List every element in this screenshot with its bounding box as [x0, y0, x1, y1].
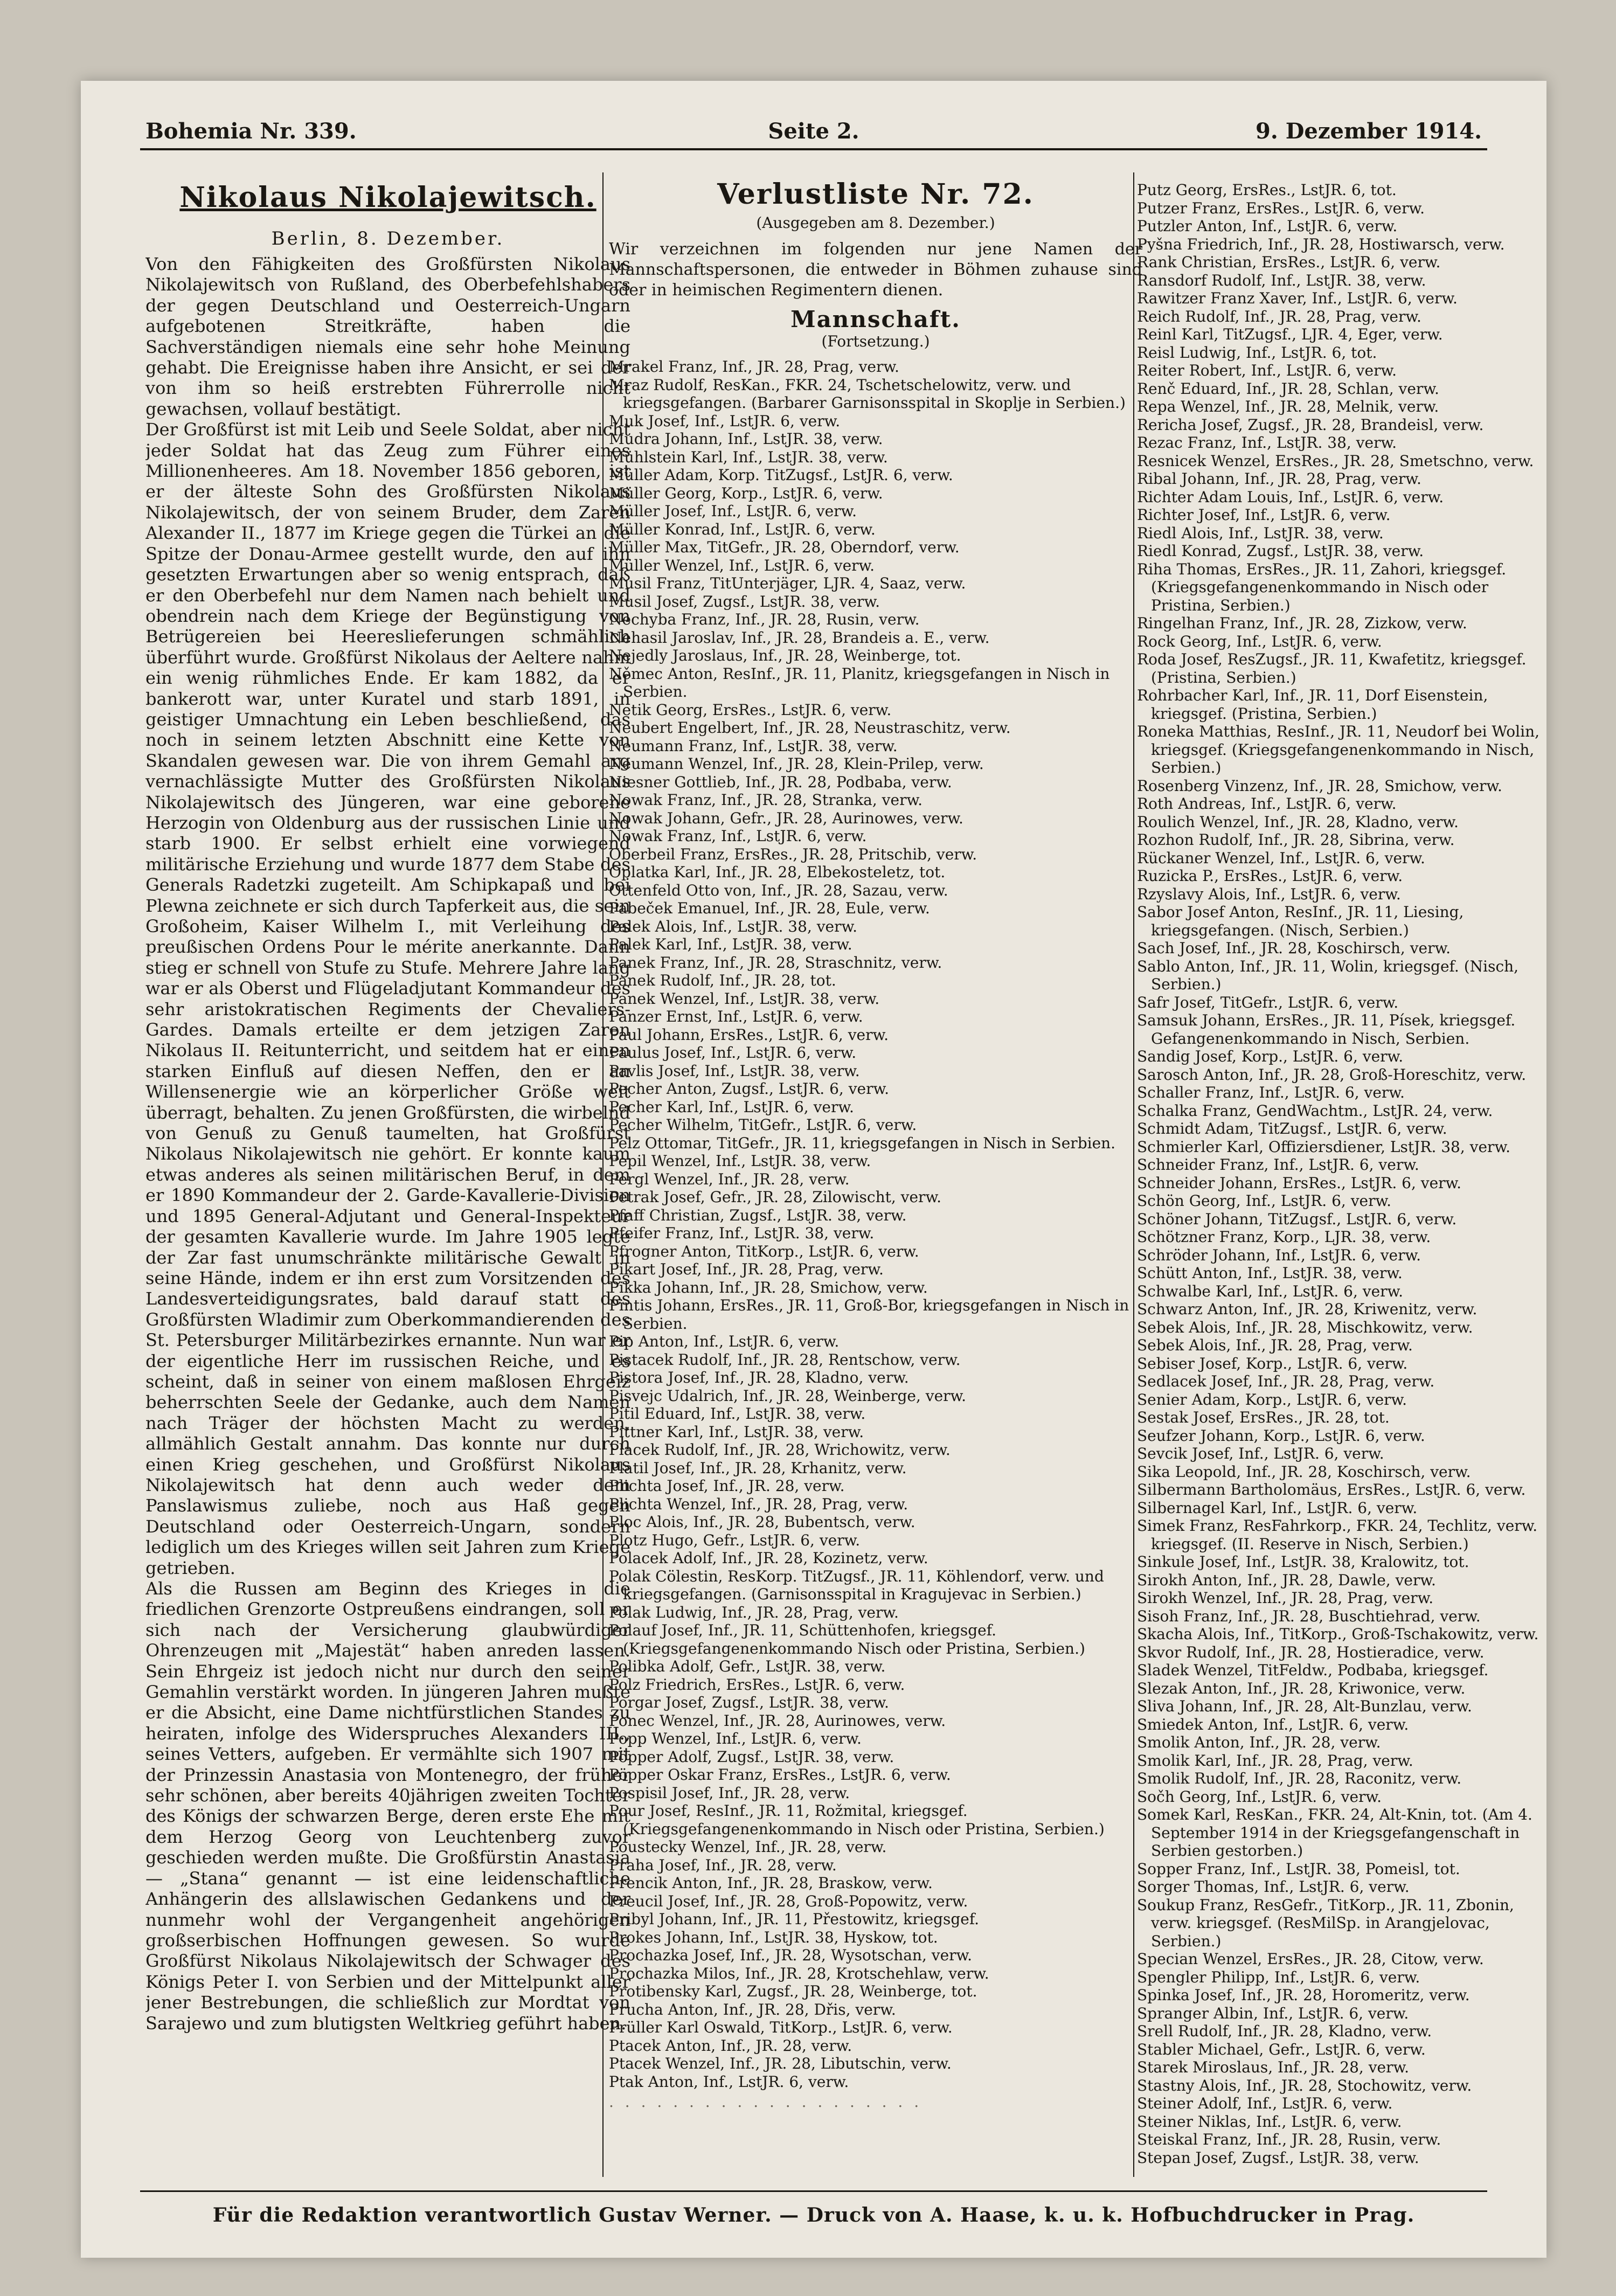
- casualty-entry: Sarosch Anton, Inf., JR. 28, Groß-Horeschitz, verw.: [1137, 1065, 1527, 1084]
- casualty-entry: Rückaner Wenzel, Inf., LstJR. 6, verw.: [1137, 849, 1425, 867]
- casualty-entry: Pfeifer Franz, Inf., LstJR. 38, verw.: [609, 1224, 875, 1242]
- casualty-entry: Pikka Johann, Inf., JR. 28, Smichow, verw.: [609, 1278, 928, 1296]
- article-title: Nikolaus Nikolajewitsch.: [179, 181, 597, 214]
- casualty-entry: Rzyslavy Alois, Inf., LstJR. 6, verw.: [1137, 885, 1401, 903]
- casualty-entry: Prochazka Milos, Inf., JR. 28, Krotschehlaw, verw.: [609, 1964, 989, 1982]
- casualty-entry: Mühlstein Karl, Inf., LstJR. 38, verw.: [609, 448, 888, 466]
- casualty-entry: Richter Josef, Inf., LstJR. 6, verw.: [1137, 506, 1391, 524]
- casualty-entry: Müller Adam, Korp. TitZugsf., LstJR. 6, verw.: [609, 466, 953, 484]
- casualty-entry: Pintis Johann, ErsRes., JR. 11, Groß-Bor, kriegsgefangen in Nisch in Serbien.: [609, 1296, 1129, 1333]
- casualty-entry: Ponec Wenzel, Inf., JR. 28, Aurinowes, verw.: [609, 1711, 946, 1730]
- casualty-entry: Schmierler Karl, Offiziersdiener, LstJR. 38, verw.: [1137, 1137, 1510, 1156]
- article-paragraph: Als die Russen am Beginn des Krieges in die friedlichen Grenzorte Ostpreußens eindrangen, soll er sich nach der Versicherung glaubwürdiger Ohrenzeugen mit „Majestät“ haben anreden lassen. Sein Ehrgeiz ist jedoch nicht nur durch den seiner Gemahlin verstärkt worden. In jüngeren Jahren mußte er die Absicht, eine Dame nichtfürstlichen Standes zu heiraten, infolge des Widerspruches Alexanders III., seines Vetters, aufgeben. Er vermählte sich 1907 mit der Prinzessin Anastasia von Montenegro, der früher sehr schönen, aber bereits 40jährigen zweiten Tochter des Königs der schwarzen Berge, deren erste Ehe mit dem Herzog Georg von Leuchtenberg zuvor geschieden werden mußte. Die Großfürstin Anastasia — „Stana“ genannt — ist eine leidenschaftliche Anhängerin des allslawischen Gedankens und der nunmehr wohl der Vergangenheit angehörigen großserbischen Hoffnungen gewesen. So wurde Großfürst Nikolaus Nikolajewitsch der Schwager des Königs Peter I. von Serbien und der Mittelpunkt aller jener Bestrebungen, die schließlich zur Mordtat von Sarajewo und zum blutigsten Weltkrieg geführt haben.: [145, 1578, 630, 2034]
- casualty-entry: Polibka Adolf, Gefr., LstJR. 38, verw.: [609, 1657, 886, 1675]
- casualty-entry: Neumann Wenzel, Inf., JR. 28, Klein-Prilep, verw.: [609, 755, 984, 773]
- casualty-entry: Ptacek Anton, Inf., JR. 28, verw.: [609, 2036, 852, 2055]
- casualty-entry: Srell Rudolf, Inf., JR. 28, Kladno, verw.: [1137, 2022, 1432, 2040]
- casualty-entry: Sabor Josef Anton, ResInf., JR. 11, Liesing, kriegsgefangen. (Nisch, Serbien.): [1137, 903, 1464, 939]
- casualty-entry: Plichta Josef, Inf., JR. 28, verw.: [609, 1477, 845, 1495]
- casualty-entry: Putzler Anton, Inf., LstJR. 6, verw.: [1137, 217, 1398, 235]
- casualty-entry: Schöner Johann, TitZugsf., LstJR. 6, verw.: [1137, 1210, 1457, 1228]
- casualty-entry: Sopper Franz, Inf., LstJR. 38, Pomeisl, tot.: [1137, 1860, 1460, 1878]
- casualty-entry: Roda Josef, ResZugsf., JR. 11, Kwafetitz, kriegsgef. (Pristina, Serbien.): [1137, 650, 1527, 686]
- casualty-entry: Pip Anton, Inf., LstJR. 6, verw.: [609, 1333, 840, 1350]
- casualty-entry: Polauf Josef, Inf., JR. 11, Schüttenhofen, kriegsgef. (Kriegsgefangenenkommando Nisch oder Pristina, Serbien.): [609, 1621, 1085, 1657]
- casualty-entry: Ringelhan Franz, Inf., JR. 28, Zizkow, verw.: [1137, 614, 1467, 632]
- casualty-entry: Pecher Karl, Inf., LstJR. 6, verw.: [609, 1098, 854, 1116]
- issue-date: 9. Dezember 1914.: [1256, 119, 1482, 144]
- casualty-entry: Senier Adam, Korp., LstJR. 6, verw.: [1137, 1390, 1407, 1409]
- casualty-entry: Pabeček Emanuel, Inf., JR. 28, Eule, verw.: [609, 899, 930, 917]
- masthead-issue: Bohemia Nr. 339.: [145, 119, 357, 144]
- casualty-entry: Schaller Franz, Inf., LstJR. 6, verw.: [1137, 1084, 1405, 1101]
- article-paragraph: Von den Fähigkeiten des Großfürsten Nikolaus Nikolajewitsch von Rußland, des Oberbefehlshabers der gegen Deutschland und Oesterreich-Ungarn aufgebotenen Streitkräfte, haben die Sachverständigen niemals eine sehr hohe Meinung gehabt. Die Ereignisse haben ihre Ansicht, er sei der von ihm so heiß erstrebten Führerrolle nicht gewachsen, vollauf bestätigt.: [145, 254, 630, 419]
- casualty-entry: Smolik Anton, Inf., JR. 28, verw.: [1137, 1733, 1381, 1751]
- casualty-entry: Rericha Josef, Zugsf., JR. 28, Brandeisl, verw.: [1137, 415, 1484, 434]
- casualty-entry: Sebek Alois, Inf., JR. 28, Prag, verw.: [1137, 1336, 1413, 1354]
- casualty-entry: Sablo Anton, Inf., JR. 11, Wolin, kriegsgef. (Nisch, Serbien.): [1137, 957, 1519, 993]
- casualty-entry: Palek Karl, Inf., LstJR. 38, verw.: [609, 935, 852, 953]
- casualty-entry: Roulich Wenzel, Inf., JR. 28, Kladno, verw.: [1137, 813, 1459, 831]
- casualty-entry: Spengler Philipp, Inf., LstJR. 6, verw.: [1137, 1968, 1420, 1986]
- casualty-column: [609, 178, 1142, 2166]
- casualty-entry: Pour Josef, ResInf., JR. 11, Rožmital, kriegsgef. (Kriegsgefangenenkommando in Nisch oder Pristina, Serbien.): [609, 1802, 1105, 1838]
- casualty-entry: Polak Cölestin, ResKorp. TitZugsf., JR. 11, Köhlendorf, verw. und kriegsgefangen. (Garnisonsspital in Kragujevac in Serbien.): [609, 1567, 1104, 1603]
- casualty-entry: Skvor Rudolf, Inf., JR. 28, Hostieradice, verw.: [1137, 1643, 1485, 1661]
- casualty-entry: Spinka Josef, Inf., JR. 28, Horomeritz, verw.: [1137, 1986, 1470, 2004]
- casualty-entry: Spranger Albin, Inf., LstJR. 6, verw.: [1137, 2004, 1409, 2022]
- casualty-list: [609, 358, 1142, 2091]
- casualty-entry: Safr Josef, TitGefr., LstJR. 6, verw.: [1137, 993, 1399, 1011]
- casualty-entry: Riedl Konrad, Zugsf., LstJR. 38, verw.: [1137, 542, 1424, 560]
- casualty-list-intro: Wir verzeichnen im folgenden nur jene Namen der Mannschaftspersonen, die entweder in Böhmen zuhause sind oder in heimischen Regimentern dienen.: [609, 240, 1142, 300]
- casualty-entry: Musil Franz, TitUnterjäger, LJR. 4, Saaz, verw.: [609, 574, 966, 592]
- casualty-entry: Panzer Ernst, Inf., LstJR. 6, verw.: [609, 1008, 863, 1025]
- casualty-entry: Rock Georg, Inf., LstJR. 6, verw.: [1137, 632, 1382, 650]
- casualty-entry: Poustecky Wenzel, Inf., JR. 28, verw.: [609, 1838, 887, 1856]
- casualty-entry: Schwarz Anton, Inf., JR. 28, Kriwenitz, verw.: [1137, 1300, 1478, 1318]
- casualty-entry: Paul Johann, ErsRes., LstJR. 6, verw.: [609, 1025, 889, 1044]
- casualty-entry: Pistora Josef, Inf., JR. 28, Kladno, verw.: [609, 1369, 909, 1386]
- casualty-entry: Pecher Wilhelm, TitGefr., LstJR. 6, verw.: [609, 1116, 917, 1134]
- casualty-entry: Pfrogner Anton, TitKorp., LstJR. 6, verw.: [609, 1242, 919, 1260]
- casualty-entry: Pikart Josef, Inf., JR. 28, Prag, verw.: [609, 1260, 884, 1278]
- casualty-entry: Müller Wenzel, Inf., LstJR. 6, verw.: [609, 556, 875, 574]
- casualty-entry: Sladek Wenzel, TitFeldw., Podbaba, kriegsgef.: [1137, 1661, 1489, 1679]
- newspaper-page: [81, 81, 1546, 2258]
- casualty-entry: Sliva Johann, Inf., JR. 28, Alt-Bunzlau, verw.: [1137, 1697, 1472, 1715]
- casualty-entry: Silbernagel Karl, Inf., LstJR. 6, verw.: [1137, 1499, 1418, 1517]
- casualty-entry: Pöpper Adolf, Zugsf., LstJR. 38, verw.: [609, 1747, 894, 1766]
- casualty-entry: Pitil Eduard, Inf., LstJR. 38, verw.: [609, 1405, 866, 1423]
- casualty-entry: Sisoh Franz, Inf., JR. 28, Buschtiehrad, verw.: [1137, 1607, 1481, 1625]
- casualty-list: [1137, 181, 1546, 2166]
- casualty-entry: Panek Franz, Inf., JR. 28, Straschnitz, verw.: [609, 953, 942, 972]
- casualty-entry: Ptacek Wenzel, Inf., JR. 28, Libutschin, verw.: [609, 2055, 952, 2072]
- casualty-entry: Renč Eduard, Inf., JR. 28, Schlan, verw.: [1137, 379, 1439, 398]
- article-dateline: Berlin, 8. Dezember.: [271, 228, 505, 249]
- casualty-entry: Pavlis Josef, Inf., LstJR. 38, verw.: [609, 1062, 860, 1080]
- casualty-entry: Palek Alois, Inf., LstJR. 38, verw.: [609, 917, 858, 935]
- casualty-entry: Panek Rudolf, Inf., JR. 28, tot.: [609, 972, 836, 989]
- casualty-entry: Ottenfeld Otto von, Inf., JR. 28, Sazau, verw.: [609, 881, 948, 899]
- casualty-entry: Sorger Thomas, Inf., LstJR. 6, verw.: [1137, 1878, 1410, 1896]
- casualty-entry: Schalka Franz, GendWachtm., LstJR. 24, verw.: [1137, 1101, 1493, 1120]
- casualty-entry: Pistacek Rudolf, Inf., JR. 28, Rentschow, verw.: [609, 1350, 961, 1369]
- casualty-entry: Sestak Josef, ErsRes., JR. 28, tot.: [1137, 1409, 1390, 1426]
- casualty-entry: Pittner Karl, Inf., LstJR. 38, verw.: [609, 1423, 864, 1441]
- casualty-entry: Rawitzer Franz Xaver, Inf., LstJR. 6, verw.: [1137, 289, 1458, 307]
- casualty-entry: Protibensky Karl, Zugsf., JR. 28, Weinberge, tot.: [609, 1982, 977, 2000]
- casualty-entry: Petrak Josef, Gefr., JR. 28, Zilowischt, verw.: [609, 1188, 941, 1206]
- casualty-entry: Nowak Johann, Gefr., JR. 28, Aurinowes, verw.: [609, 809, 963, 827]
- casualty-entry: Silbermann Bartholomäus, ErsRes., LstJR. 6, verw.: [1137, 1481, 1526, 1499]
- casualty-entry: Schötzner Franz, Korp., LJR. 38, verw.: [1137, 1228, 1431, 1246]
- casualty-entry: Panek Wenzel, Inf., LstJR. 38, verw.: [609, 989, 880, 1008]
- casualty-entry: Plichta Wenzel, Inf., JR. 28, Prag, verw.: [609, 1495, 908, 1513]
- casualty-entry: Stepan Josef, Zugsf., LstJR. 38, verw.: [1137, 2148, 1419, 2166]
- casualty-entry: Richter Adam Louis, Inf., LstJR. 6, verw.: [1137, 488, 1444, 506]
- casualty-entry: Roneka Matthias, ResInf., JR. 11, Neudorf bei Wolin, kriegsgef. (Kriegsgefangenenkommando in Nisch, Serbien.): [1137, 723, 1540, 776]
- casualty-entry: Muk Josef, Inf., LstJR. 6, verw.: [609, 412, 841, 430]
- casualty-entry: Steiner Adolf, Inf., LstJR. 6, verw.: [1137, 2094, 1393, 2112]
- casualty-entry: Pepil Wenzel, Inf., LstJR. 38, verw.: [609, 1152, 871, 1170]
- footer-rule: [140, 2190, 1487, 2192]
- casualty-entry: Ribal Johann, Inf., JR. 28, Prag, verw.: [1137, 470, 1421, 488]
- casualty-entry: Prochazka Josef, Inf., JR. 28, Wysotschan, verw.: [609, 1946, 973, 1964]
- casualty-entry: Repa Wenzel, Inf., JR. 28, Melnik, verw.: [1137, 398, 1439, 415]
- casualty-entry: Soukup Franz, ResGefr., TitKorp., JR. 11, Zbonin, verw. kriegsgef. (ResMilSp. in Arangjelovac, Serbien.): [1137, 1896, 1514, 1950]
- casualty-entry: Sirokh Wenzel, Inf., JR. 28, Prag, verw.: [1137, 1589, 1434, 1607]
- casualty-entry: Sirokh Anton, Inf., JR. 28, Dawle, verw.: [1137, 1571, 1436, 1589]
- casualty-entry: Specian Wenzel, ErsRes., JR. 28, Citow, verw.: [1137, 1950, 1484, 1968]
- casualty-entry: Nehasil Jaroslav, Inf., JR. 28, Brandeis a. E., verw.: [609, 628, 990, 647]
- casualty-entry: Nejedly Jaroslaus, Inf., JR. 28, Weinberge, tot.: [609, 647, 961, 664]
- casualty-entry: Niesner Gottlieb, Inf., JR. 28, Podbaba, verw.: [609, 773, 952, 791]
- casualty-entry: Paulus Josef, Inf., LstJR. 6, verw.: [609, 1044, 857, 1062]
- casualty-entry: Steiner Niklas, Inf., LstJR. 6, verw.: [1137, 2112, 1402, 2131]
- casualty-entry: Stabler Michael, Gefr., LstJR. 6, verw.: [1137, 2040, 1426, 2058]
- casualty-entry: Simek Franz, ResFahrkorp., FKR. 24, Techlitz, verw. kriegsgef. (II. Reserve in Nisch, Serbien.): [1137, 1517, 1538, 1553]
- casualty-entry: Nechyba Franz, Inf., JR. 28, Rusin, verw.: [609, 611, 920, 628]
- casualty-entry: Putz Georg, ErsRes., LstJR. 6, tot.: [1137, 181, 1397, 199]
- casualty-entry: Ptak Anton, Inf., LstJR. 6, verw.: [609, 2072, 849, 2091]
- imprint: Für die Redaktion verantwortlich Gustav Werner. — Druck von A. Haase, k. u. k. Hofbuchdrucker in Prag.: [212, 2204, 1415, 2226]
- casualty-entry: Schneider Franz, Inf., LstJR. 6, verw.: [1137, 1156, 1419, 1174]
- casualty-entry: Pöpper Oskar Franz, ErsRes., LstJR. 6, verw.: [609, 1766, 951, 1784]
- casualty-entry: Sedlacek Josef, Inf., JR. 28, Prag, verw.: [1137, 1372, 1435, 1390]
- casualty-entry: Pyšna Friedrich, Inf., JR. 28, Hostiwarsch, verw.: [1137, 235, 1505, 253]
- casualty-entry: Rezac Franz, Inf., LstJR. 38, verw.: [1137, 434, 1397, 452]
- casualty-entry: Reiter Robert, Inf., LstJR. 6, verw.: [1137, 362, 1397, 379]
- casualty-entry: Seufzer Johann, Korp., LstJR. 6, verw.: [1137, 1426, 1425, 1445]
- casualty-entry: Smiedek Anton, Inf., LstJR. 6, verw.: [1137, 1715, 1409, 1733]
- casualty-entry: Pelz Ottomar, TitGefr., JR. 11, kriegsgefangen in Nisch in Serbien.: [609, 1134, 1116, 1152]
- casualty-entry: Polacek Adolf, Inf., JR. 28, Kozinetz, verw.: [609, 1549, 928, 1567]
- casualty-entry: Stastny Alois, Inf., JR. 28, Stochowitz, verw.: [1137, 2076, 1472, 2094]
- casualty-entry: Samsuk Johann, ErsRes., JR. 11, Písek, kriegsgef. Gefangenenkommando in Nisch, Serbien.: [1137, 1011, 1516, 1048]
- casualty-entry: Ploc Alois, Inf., JR. 28, Bubentsch, verw.: [609, 1513, 915, 1531]
- casualty-entry: Schwalbe Karl, Inf., LstJR. 6, verw.: [1137, 1282, 1404, 1300]
- casualty-entry: Rosenberg Vinzenz, Inf., JR. 28, Smichow, verw.: [1137, 776, 1502, 795]
- casualty-entry: Pergl Wenzel, Inf., JR. 28, verw.: [609, 1170, 850, 1188]
- casualty-entry: Neubert Engelbert, Inf., JR. 28, Neustraschitz, verw.: [609, 719, 1011, 737]
- casualty-entry: Reich Rudolf, Inf., JR. 28, Prag, verw.: [1137, 307, 1421, 325]
- header-rule: [140, 148, 1487, 150]
- casualty-entry: Nowak Franz, Inf., LstJR. 6, verw.: [609, 827, 867, 845]
- casualty-entry: Němec Anton, ResInf., JR. 11, Planitz, kriegsgefangen in Nisch in Serbien.: [609, 664, 1110, 700]
- casualty-entry: Smolik Rudolf, Inf., JR. 28, Raconitz, verw.: [1137, 1770, 1462, 1787]
- casualty-entry: Sebiser Josef, Korp., LstJR. 6, verw.: [1137, 1354, 1408, 1372]
- casualty-entry: Pribyl Johann, Inf., JR. 11, Přestowitz, kriegsgef.: [609, 1910, 980, 1928]
- casualty-entry: Reisl Ludwig, Inf., LstJR. 6, tot.: [1137, 343, 1377, 362]
- casualty-entry: Schütt Anton, Inf., LstJR. 38, verw.: [1137, 1264, 1403, 1282]
- casualty-entry: Somek Karl, ResKan., FKR. 24, Alt-Knin, tot. (Am 4. September 1914 in der Kriegsgefangenschaft in Serbien gestorben.): [1137, 1806, 1532, 1860]
- casualty-entry: Platil Josef, Inf., JR. 28, Krhanitz, verw.: [609, 1459, 907, 1477]
- casualty-entry: Riedl Alois, Inf., LstJR. 38, verw.: [1137, 524, 1384, 542]
- casualty-entry: Starek Miroslaus, Inf., JR. 28, verw.: [1137, 2058, 1410, 2076]
- list-continues-marker: . . . . . . . . . . . . . . . . . . . .: [609, 2093, 923, 2111]
- casualty-entry: Nowak Franz, Inf., JR. 28, Stranka, verw.: [609, 791, 923, 809]
- casualty-entry: Netik Georg, ErsRes., LstJR. 6, verw.: [609, 700, 892, 719]
- page-number: Seite 2.: [768, 119, 859, 144]
- section-heading: Mannschaft.: [790, 306, 961, 332]
- casualty-column: [1137, 178, 1546, 2166]
- casualty-entry: Rozhon Rudolf, Inf., JR. 28, Sibrina, verw.: [1137, 831, 1455, 849]
- casualty-entry: Sebek Alois, Inf., JR. 28, Mischkowitz, verw.: [1137, 1318, 1473, 1336]
- casualty-entry: Preucil Josef, Inf., JR. 28, Groß-Popowitz, verw.: [609, 1892, 968, 1910]
- casualty-entry: Putzer Franz, ErsRes., LstJR. 6, verw.: [1137, 199, 1425, 217]
- casualty-entry: Schön Georg, Inf., LstJR. 6, verw.: [1137, 1192, 1392, 1210]
- casualty-entry: Slezak Anton, Inf., JR. 28, Kriwonice, verw.: [1137, 1679, 1466, 1697]
- casualty-entry: Praha Josef, Inf., JR. 28, verw.: [609, 1856, 837, 1874]
- continued-note: (Fortsetzung.): [821, 332, 930, 350]
- casualty-entry: Pfaff Christian, Zugsf., LstJR. 38, verw.: [609, 1206, 907, 1224]
- casualty-entry: Reinl Karl, TitZugsf., LJR. 4, Eger, verw.: [1137, 325, 1443, 343]
- casualty-entry: Mraz Rudolf, ResKan., FKR. 24, Tschetschelowitz, verw. und kriegsgefangen. (Barbarer Garnisonsspital in Skoplje in Serbien.): [609, 376, 1126, 412]
- casualty-entry: Porgar Josef, Zugsf., LstJR. 38, verw.: [609, 1694, 889, 1711]
- casualty-entry: Müller Georg, Korp., LstJR. 6, verw.: [609, 484, 883, 502]
- casualty-entry: Müller Max, TitGefr., JR. 28, Oberndorf, verw.: [609, 538, 960, 556]
- casualty-entry: Schmidt Adam, TitZugsf., LstJR. 6, verw.: [1137, 1120, 1447, 1137]
- casualty-list-subtitle: (Ausgegeben am 8. Dezember.): [756, 214, 995, 232]
- casualty-entry: Sevcik Josef, Inf., LstJR. 6, verw.: [1137, 1445, 1384, 1462]
- casualty-entry: Mudra Johann, Inf., LstJR. 38, verw.: [609, 430, 883, 448]
- casualty-entry: Riha Thomas, ErsRes., JR. 11, Zahori, kriegsgef. (Kriegsgefangenenkommando in Nisch oder Pristina, Serbien.): [1137, 560, 1507, 614]
- casualty-entry: Prencik Anton, Inf., JR. 28, Braskow, verw.: [609, 1874, 933, 1892]
- casualty-entry: Müller Konrad, Inf., LstJR. 6, verw.: [609, 520, 876, 538]
- casualty-entry: Resnicek Wenzel, ErsRes., JR. 28, Smetschno, verw.: [1137, 452, 1534, 470]
- casualty-entry: Polak Ludwig, Inf., JR. 28, Prag, verw.: [609, 1603, 899, 1621]
- casualty-entry: Prokes Johann, Inf., LstJR. 38, Hyskow, tot.: [609, 1928, 938, 1946]
- casualty-entry: Plotz Hugo, Gefr., LstJR. 6, verw.: [609, 1531, 861, 1549]
- casualty-entry: Ransdorf Rudolf, Inf., LstJR. 38, verw.: [1137, 271, 1426, 289]
- casualty-entry: Müller Josef, Inf., LstJR. 6, verw.: [609, 502, 857, 520]
- casualty-entry: Steiskal Franz, Inf., JR. 28, Rusin, verw.: [1137, 2131, 1441, 2148]
- article-column: [145, 178, 630, 2166]
- casualty-entry: Pisvejc Udalrich, Inf., JR. 28, Weinberge, verw.: [609, 1386, 967, 1405]
- casualty-entry: Roth Andreas, Inf., LstJR. 6, verw.: [1137, 795, 1397, 813]
- casualty-entry: Pospisil Josef, Inf., JR. 28, verw.: [609, 1784, 850, 1802]
- casualty-entry: Oplatka Karl, Inf., JR. 28, Elbekosteletz, tot.: [609, 863, 946, 881]
- casualty-entry: Polz Friedrich, ErsRes., LstJR. 6, verw.: [609, 1675, 905, 1694]
- casualty-entry: Sandig Josef, Korp., LstJR. 6, verw.: [1137, 1048, 1404, 1065]
- casualty-entry: Sika Leopold, Inf., JR. 28, Koschirsch, verw.: [1137, 1462, 1471, 1481]
- casualty-entry: Prucha Anton, Inf., JR. 28, Dřis, verw.: [609, 2000, 896, 2018]
- casualty-entry: Ruzicka P., ErsRes., LstJR. 6, verw.: [1137, 867, 1403, 885]
- casualty-entry: Prüller Karl Oswald, TitKorp., LstJR. 6, verw.: [609, 2018, 953, 2036]
- casualty-entry: Popp Wenzel, Inf., LstJR. 6, verw.: [609, 1730, 862, 1747]
- casualty-entry: Rank Christian, ErsRes., LstJR. 6, verw.: [1137, 253, 1441, 271]
- casualty-entry: Musil Josef, Zugsf., LstJR. 38, verw.: [609, 592, 880, 611]
- casualty-list-title: Verlustliste Nr. 72.: [717, 178, 1034, 211]
- casualty-entry: Schröder Johann, Inf., LstJR. 6, verw.: [1137, 1246, 1421, 1264]
- casualty-entry: Skacha Alois, Inf., TitKorp., Groß-Tschakowitz, verw.: [1137, 1625, 1539, 1643]
- casualty-entry: Sach Josef, Inf., JR. 28, Koschirsch, verw.: [1137, 939, 1451, 957]
- casualty-entry: Sočh Georg, Inf., LstJR. 6, verw.: [1137, 1787, 1382, 1806]
- casualty-entry: Mrakel Franz, Inf., JR. 28, Prag, verw.: [609, 358, 899, 376]
- casualty-entry: Sinkule Josef, Inf., LstJR. 38, Kralowitz, tot.: [1137, 1553, 1469, 1571]
- casualty-entry: Placek Rudolf, Inf., JR. 28, Wrichowitz, verw.: [609, 1441, 951, 1459]
- casualty-entry: Schneider Johann, ErsRes., LstJR. 6, verw.: [1137, 1174, 1462, 1192]
- casualty-entry: Rohrbacher Karl, Inf., JR. 11, Dorf Eisenstein, kriegsgef. (Pristina, Serbien.): [1137, 686, 1488, 723]
- article-paragraph: Der Großfürst ist mit Leib und Seele Soldat, aber nicht jeder Soldat hat das Zeug zum Führer eines Millionenheeres. Am 18. November 1856 geboren, ist er der älteste Sohn des Großfürsten Nikolaus Nikolajewitsch, der von seinem Bruder, dem Zaren Alexander II., 1877 im Kriege gegen die Türkei an die Spitze der Donau-Armee gestellt wurde, den auf ihn gesetzten Erwartungen aber so wenig entsprach, daß er den Oberbefehl nur dem Namen nach behielt und obendrein nach dem Kriege der Begünstigung von Betrügereien bei Heereslieferungen schmählich überführt wurde. Großfürst Nikolaus der Aeltere nahm ein wenig rühmliches Ende. Er kam 1882, da er bankerott war, unter Kuratel und starb 1891, in geistiger Umnachtung ein Leben beschließend, das noch in seinem letzten Abschnitt eine Kette von Skandalen gewesen war. Die von ihrem Gemahl arg vernachlässigte Mutter des Großfürsten Nikolaus Nikolajewitsch des Jüngeren, war eine geborene Herzogin von Oldenburg aus der russischen Linie und starb 1900. Er selbst erhielt eine vorwiegend militärische Erziehung und wurde 1877 dem Stabe des Generals Radetzki zugeteilt. Am Schipkapaß und bei Plewna zeichnete er sich durch Tapferkeit aus, die sein Großoheim, Kaiser Wilhelm I., mit Verleihung des preußischen Ordens Pour le mérite anerkannte. Dann stieg er schnell von Stufe zu Stufe. Mehrere Jahre lang war er als Oberst und Flügeladjutant Kommandeur des sehr aristokratischen Regiments der Chevaliers-Gardes. Damals erteilte er dem jetzigen Zaren Nikolaus II. Reitunterricht, und seitdem hat er einen starken Einfluß auf diesen Neffen, den er an Willensenergie wie an körperlicher Größe weit überragt, behalten. Zu jenen Großfürsten, die wirbelnd von Genuß zu Genuß taumelten, hat Großfürst Nikolaus Nikolajewitsch nie gehört. Er konnte kaum etwas anderes als seinen militärischen Beruf, in dem er 1890 Kommandeur der 2. Garde-Kavallerie-Division und 1895 General-Adjutant und General-Inspekteur der gesamten Kavallerie wurde. Im Jahre 1905 legte der Zar fast unumschränkte militärische Gewalt in seine Hände, indem er ihn erst zum Vorsitzenden des Landesverteidigungsrates, bald darauf statt des Großfürsten Wladimir zum Oberkommandierenden des St. Petersburger Militärbezirkes ernannte. Nun war er der eigentliche Herr im russischen Reiche, und es scheint, daß in seiner von einem maßlosen Ehrgeiz beherrschten Seele der Gedanke, auch dem Namen nach Träger der höchsten Macht zu werden, allmählich Gestalt annahm. Das konnte nur durch einen Krieg geschehen, und Großfürst Nikolaus Nikolajewitsch hat denn auch weder dem Panslawismus zuliebe, noch aus Haß gegen Deutschland oder Oesterreich-Ungarn, sondern lediglich um des Krieges willen seit Jahren zum Kriege getrieben.: [145, 419, 630, 1578]
- page-header: [145, 119, 1482, 156]
- casualty-entry: Smolik Karl, Inf., JR. 28, Prag, verw.: [1137, 1751, 1413, 1770]
- casualty-entry: Pecher Anton, Zugsf., LstJR. 6, verw.: [609, 1080, 890, 1098]
- casualty-entry: Oberbeil Franz, ErsRes., JR. 28, Pritschib, verw.: [609, 845, 977, 863]
- casualty-entry: Neumann Franz, Inf., LstJR. 38, verw.: [609, 737, 898, 755]
